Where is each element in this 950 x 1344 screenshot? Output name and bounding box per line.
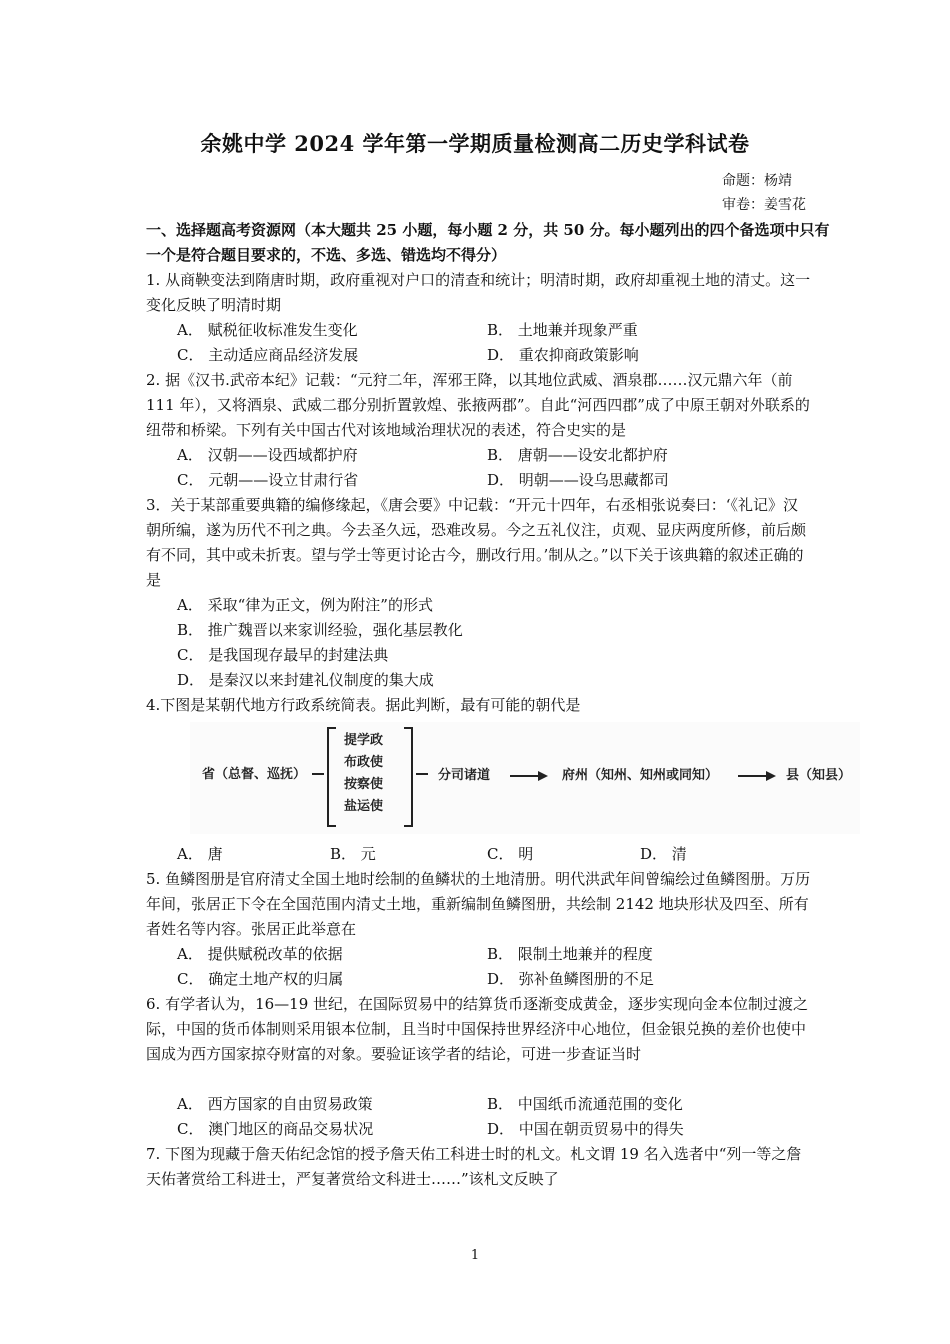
q1-option-b: B． 土地兼并现象严重	[487, 321, 638, 339]
admin-system-diagram	[190, 722, 860, 834]
q3-option-d: D． 是秦汉以来封建礼仪制度的集大成	[177, 671, 434, 689]
q4-option-b: B． 元	[330, 845, 376, 863]
q6-option-a: A． 西方国家的自由贸易政策	[177, 1095, 373, 1113]
question-2-stem: 2. 据《汉书.武帝本纪》记载：“元狩二年，浑邪王降，以其地位武威、酒泉郡……汉元鼎六年（前 111 年），又将酒泉、武威二郡分别折置敦煌、张掖两郡”。自此“河西四郡”成了中原王朝对外联系的纽带和桥梁。下列有关中国古代对该地域治理状况的表述，符合史实的是	[146, 371, 810, 439]
q5-option-b: B． 限制土地兼并的程度	[487, 945, 653, 963]
q2-option-a: A． 汉朝——设西域都护府	[177, 446, 358, 464]
q1-option-d: D． 重农抑商政策影响	[487, 346, 639, 364]
q2-option-c: C． 元朝——设立甘肃行省	[177, 471, 359, 489]
q4-option-c: C． 明	[487, 845, 534, 863]
q6-option-c: C． 澳门地区的商品交易状况	[177, 1120, 374, 1138]
exam-title: 余姚中学 2024 学年第一学期质量检测高二历史学科试卷	[200, 131, 750, 156]
section-heading-line1: 一、选择题高考资源网（本大题共 25 小题，每小题 2 分，共 50 分。每小题列出的四个备选项中只有	[146, 221, 830, 239]
question-1-stem: 1. 从商鞅变法到隋唐时期，政府重视对户口的清查和统计；明清时期，政府却重视土地的清丈。这一变化反映了明清时期	[146, 271, 811, 314]
reviewer-line: 审卷：姜雪花	[722, 197, 806, 213]
q3-option-c: C． 是我国现存最早的封建法典	[177, 646, 389, 664]
q5-option-a: A． 提供赋税改革的依据	[177, 945, 343, 963]
section-heading-line2: 一个是符合题目要求的，不选、多选、错选均不得分）	[146, 246, 507, 264]
q4-option-a: A． 唐	[177, 845, 223, 863]
q1-option-a: A． 赋税征收标准发生变化	[177, 321, 358, 339]
diagram-office-4: 盐运使	[344, 799, 384, 814]
question-6-stem: 6. 有学者认为，16—19 世纪，在国际贸易中的结算货币逐渐变成黄金，逐步实现向金本位制过渡之际，中国的货币体制则采用银本位制，且当时中国保持世界经济中心地位，但金银兑换的差价也使中国成为西方国家掠夺财富的对象。要验证该学者的结论，可进一步查证当时	[146, 995, 809, 1063]
q1-option-c: C． 主动适应商品经济发展	[177, 346, 359, 364]
q2-option-b: B． 唐朝——设安北都护府	[487, 446, 668, 464]
diagram-circuit: 分司诸道	[438, 768, 491, 783]
diagram-prefecture: 府州（知州、知州或同知）	[562, 768, 719, 783]
question-5-stem: 5. 鱼鳞图册是官府清丈全国土地时绘制的鱼鳞状的土地清册。明代洪武年间曾编绘过鱼鳞图册。万历年间，张居正下令在全国范围内清丈土地，重新编制鱼鳞图册，共绘制 2142 地块形状及四至、所有者姓名等内容。张居正此举意在	[146, 870, 811, 938]
question-4-stem: 4.下图是某朝代地方行政系统简表。据此判断，最有可能的朝代是	[146, 696, 581, 714]
q4-option-d: D． 清	[640, 845, 687, 863]
diagram-county: 县（知县）	[786, 768, 852, 783]
author-line: 命题：杨靖	[722, 173, 792, 189]
question-7-stem: 7. 下图为现藏于詹天佑纪念馆的授予詹天佑工科进士时的札文。札文谓 19 名入选者中“列一等之詹天佑著赏给工科进士，严复著赏给文科进士……”该札文反映了	[146, 1145, 802, 1188]
question-3-stem: 3．关于某部重要典籍的编修缘起，《唐会要》中记载：“开元十四年，右丞相张说奏曰：‘《礼记》汉朝所编，遂为历代不刊之典。今去圣久远，恐难改易。今之五礼仪注，贞观、显庆两度所修，前后颇有不同，其中或未折衷。望与学士等更讨论古今，删改行用。’制从之。”以下关于该典籍的叙述正确的是	[146, 496, 807, 589]
page-number: 1	[470, 1248, 480, 1263]
q3-option-b: B． 推广魏晋以来家训经验，强化基层教化	[177, 621, 463, 639]
q5-option-c: C． 确定土地产权的归属	[177, 970, 344, 988]
diagram-office-3: 按察使	[344, 777, 384, 792]
q5-option-d: D． 弥补鱼鳞图册的不足	[487, 970, 654, 988]
diagram-province: 省（总督、巡抚）	[202, 767, 307, 782]
q2-option-d: D． 明朝——设乌思藏都司	[487, 471, 669, 489]
q3-option-a: A． 采取“律为正文，例为附注”的形式	[177, 596, 433, 614]
diagram-office-1: 提学政	[344, 733, 384, 748]
diagram-office-2: 布政使	[344, 755, 384, 770]
q6-option-d: D． 中国在朝贡贸易中的得失	[487, 1120, 684, 1138]
q6-option-b: B． 中国纸币流通范围的变化	[487, 1095, 683, 1113]
